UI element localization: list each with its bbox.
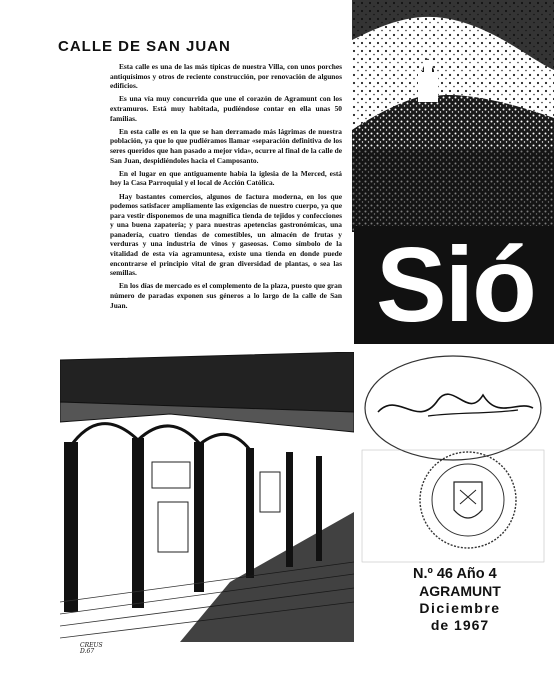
article-paragraph: En el lugar en que antiguamente había la iglesia de la Merced, está hoy la Casa Parroquial y el local de Acción Católica.: [110, 168, 342, 188]
masthead-title: Sió: [354, 226, 554, 344]
official-seal: [358, 350, 548, 565]
article-paragraph: Esta calle es una de las más típicas de nuestra Villa, con unos porches antiquísimos y otros de reciente construcción, por renovación de algunos edificios.: [110, 62, 342, 91]
artist-signature: CREUS D.67: [80, 642, 103, 655]
issue-town: AGRAMUNT: [419, 583, 501, 599]
article-paragraph: Es una vía muy concurrida que une el corazón de Agramunt con los extramuros. Está muy habitada, pudiéndose contar en ella unas 50 familias.: [110, 94, 342, 123]
issue-month: Diciembre: [419, 600, 501, 616]
article-heading: CALLE DE SAN JUAN: [58, 38, 231, 55]
street-illustration: [60, 352, 354, 642]
article-paragraph: Hay bastantes comercios, algunos de factura moderna, en los que podemos satisfacer ampliamente las exigencias de nuestro cuerpo, ya que para vestir disponemos de una magnífica tienda de tejidos y confecciones y una buena zapatería; y para nuestras apetencias gastronómicas, una panadería, cuatro tiendas de comestibles, un almacén de frutas y verduras y una industria de vinos y gaseosas. Como símbolo de la vitalidad de esta vía agramuntesa, existe una tienda en donde puede encontrarse el principio vital de gran diversidad de plantas, o sea las semillas.: [110, 191, 342, 278]
cover-photo: [352, 0, 554, 232]
article-paragraph: En esta calle es en la que se han derramado más lágrimas de nuestra población, ya que lo que pudiéramos llamar «separación definitiva de los seres queridos que han pasado a mejor vida», ocurre al final de la calle de San Juan, despidiéndoles hacia el Camposanto.: [110, 126, 342, 165]
article-paragraph: En los días de mercado es el complemento de la plaza, puesto que gran número de paradas exponen sus géneros a lo largo de la calle de San Juan.: [110, 281, 342, 310]
issue-info: [405, 566, 515, 634]
issue-number: N.º 46 Año 4: [413, 566, 497, 582]
issue-year: de 1967: [430, 617, 490, 633]
article-body: [110, 62, 342, 314]
